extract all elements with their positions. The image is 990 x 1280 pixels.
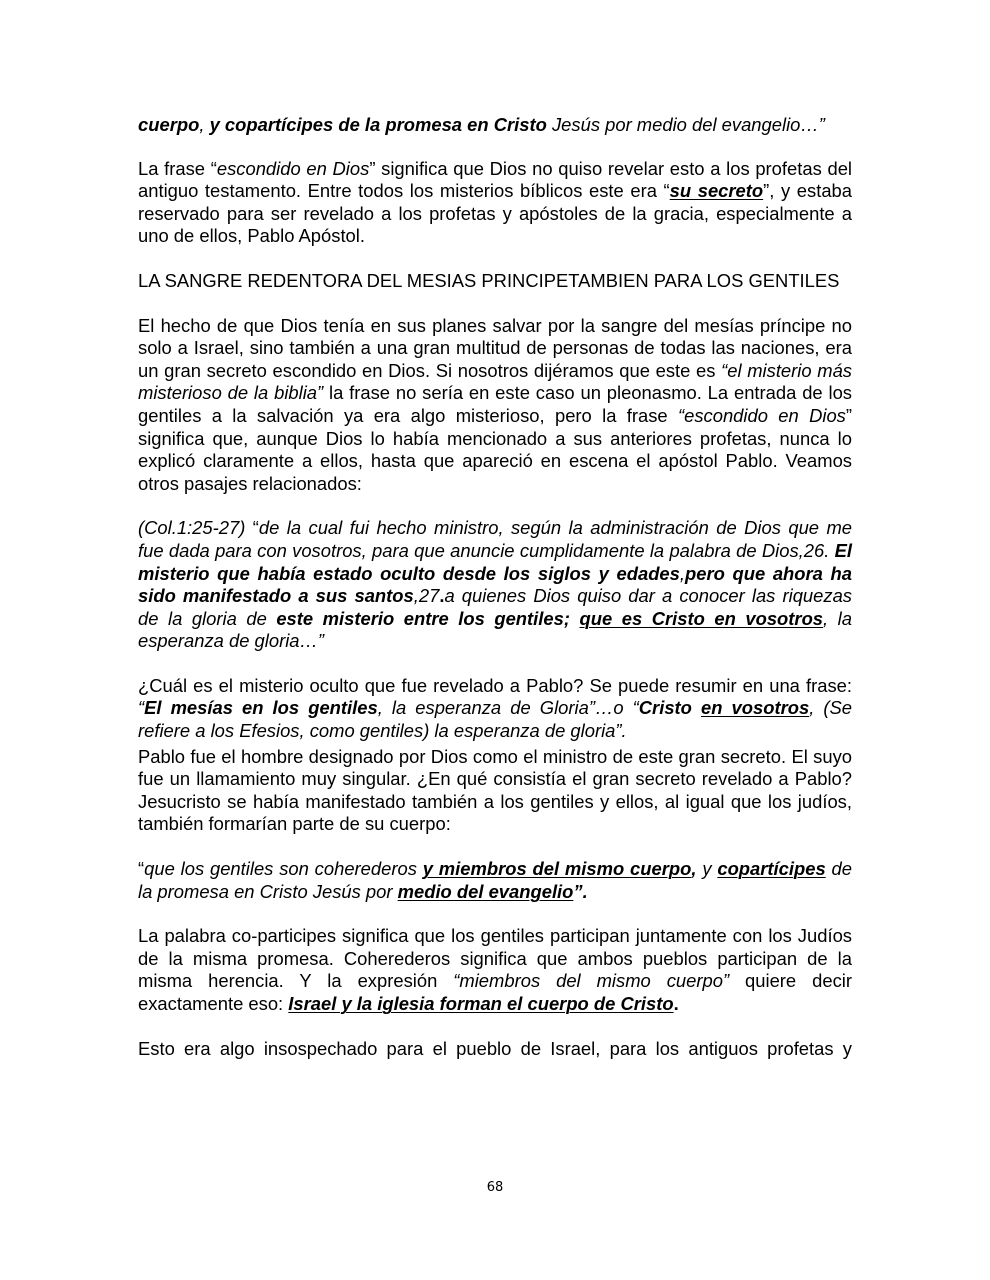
text-run: , la esperanza de Gloria”…o “ [377, 697, 639, 719]
text-run: y miembros del mismo cuerpo [422, 858, 692, 880]
text-run: “escondido en Dios [677, 404, 846, 426]
text-run: en vosotros [700, 697, 810, 719]
text-run: , [679, 562, 686, 584]
text-run: de la promesa en Cristo Jesús por [138, 858, 852, 902]
text-run: Israel y la iglesia forman el cuerpo de Cristo [288, 993, 674, 1014]
text-run: de la cual fui hecho ministro, según la administración de Dios que me fue dada para con vosotros, para que anuncie cumplidamente la palabra de Dios,26. [138, 517, 853, 561]
text-run: y copartícipes de la promesa en Cristo [209, 114, 547, 135]
text-run: ” significa que Dios no quiso revelar esto a los profetas del antiguo testamento. Entre todos los misterios bíblicos este era “ [138, 157, 853, 202]
text-run: este misterio entre los gentiles; [276, 607, 580, 629]
text-run: su secreto [669, 180, 764, 202]
page-body [138, 114, 852, 1060]
paragraph-4-quote [138, 517, 852, 653]
text-run: , la esperanza de gloria…” [138, 607, 852, 652]
text-run: El mesías en los gentiles [144, 697, 378, 719]
text-run: escondido en Dios [216, 157, 370, 179]
text-run: Jesús por medio del evangelio…” [546, 114, 825, 135]
text-run: La frase “ [138, 157, 217, 179]
text-run: cuerpo [138, 114, 200, 135]
text-run: a quienes Dios quiso dar a conocer las riquezas de la gloria de [138, 585, 852, 629]
text-run: que es Cristo en vosotros [579, 607, 824, 629]
text-run: . [439, 585, 445, 607]
text-run: ,27 [413, 585, 440, 607]
text-run: y [696, 858, 718, 880]
paragraph-8 [138, 925, 852, 1015]
text-run: , (Se refiere a los Efesios, como gentiles) la esperanza de gloria”. [138, 697, 852, 742]
paragraph-6: Pablo fue el hombre designado por Dios como el ministro de este gran secreto. El suyo fue un llamamiento muy singular. ¿En qué consistía el gran secreto revelado a Pablo? Jesucristo se había manifestado también a los gentiles y ellos, al igual que los judíos, también formarían parte de su cuerpo: [138, 745, 852, 835]
paragraph-1 [138, 114, 852, 137]
page-number: 68 [486, 1180, 504, 1195]
text-run: El hecho de que Dios tenía en sus planes salvar por la sangre del mesías príncipe no solo a Israel, sino también a una gran multitud de personas de todas las naciones, era un gran secreto escondido en Dios. Si nosotros dijéramos que este es [138, 314, 852, 381]
text-run: ”. [573, 880, 588, 902]
text-run: , [691, 858, 697, 880]
text-run: , [199, 114, 210, 135]
text-run: “ [245, 517, 259, 539]
text-run: que los gentiles son coherederos [144, 858, 423, 880]
text-run: Cristo [638, 697, 701, 719]
text-run: La palabra co-participes significa que los gentiles participan juntamente con los Judíos de la misma promesa. Coherederos significa que ambos pueblos participan de la misma herencia. Y la expresión [138, 925, 852, 992]
text-run: “el misterio más misterioso de la biblia” [138, 359, 852, 404]
paragraph-9: Esto era algo insospechado para el pueblo de Israel, para los antiguos profetas y [138, 1037, 852, 1059]
text-run: quiere decir exactamente eso: [138, 970, 852, 1014]
paragraph-7-quote [138, 858, 852, 903]
text-run: copartícipes [717, 858, 826, 880]
text-run: “ [138, 697, 145, 719]
paragraph-3 [138, 315, 852, 496]
text-run: “ [138, 858, 145, 880]
text-run: pero que ahora ha sido manifestado a sus santos [138, 562, 853, 607]
text-run: . [673, 993, 679, 1014]
text-run: ¿Cuál es el misterio oculto que fue revelado a Pablo? Se puede resumir en una frase: [138, 674, 852, 696]
text-run: medio del evangelio [397, 880, 574, 902]
text-run: (Col.1:25-27) [138, 517, 246, 539]
paragraph-5 [138, 675, 852, 743]
text-run: ” significa que, aunque Dios lo había mencionado a sus anteriores profetas, nunca lo explicó claramente a ellos, hasta que apareció en escena el apóstol Pablo. Veamos otros pasajes relacionados: [138, 404, 852, 494]
text-run: la frase no sería en este caso un pleonasmo. La entrada de los gentiles a la salvación ya era algo misterioso, pero la frase [138, 382, 852, 426]
text-run: El misterio que había estado oculto desde los siglos y edades [138, 539, 852, 584]
paragraph-2 [138, 158, 852, 248]
section-heading: LA SANGRE REDENTORA DEL MESIAS PRINCIPETAMBIEN PARA LOS GENTILES [138, 269, 840, 291]
text-run: ”, y estaba reservado para ser revelado a los profetas y apóstoles de la gracia, especialmente a uno de ellos, Pablo Apóstol. [138, 180, 852, 247]
text-run: “miembros del mismo cuerpo” [453, 970, 730, 992]
